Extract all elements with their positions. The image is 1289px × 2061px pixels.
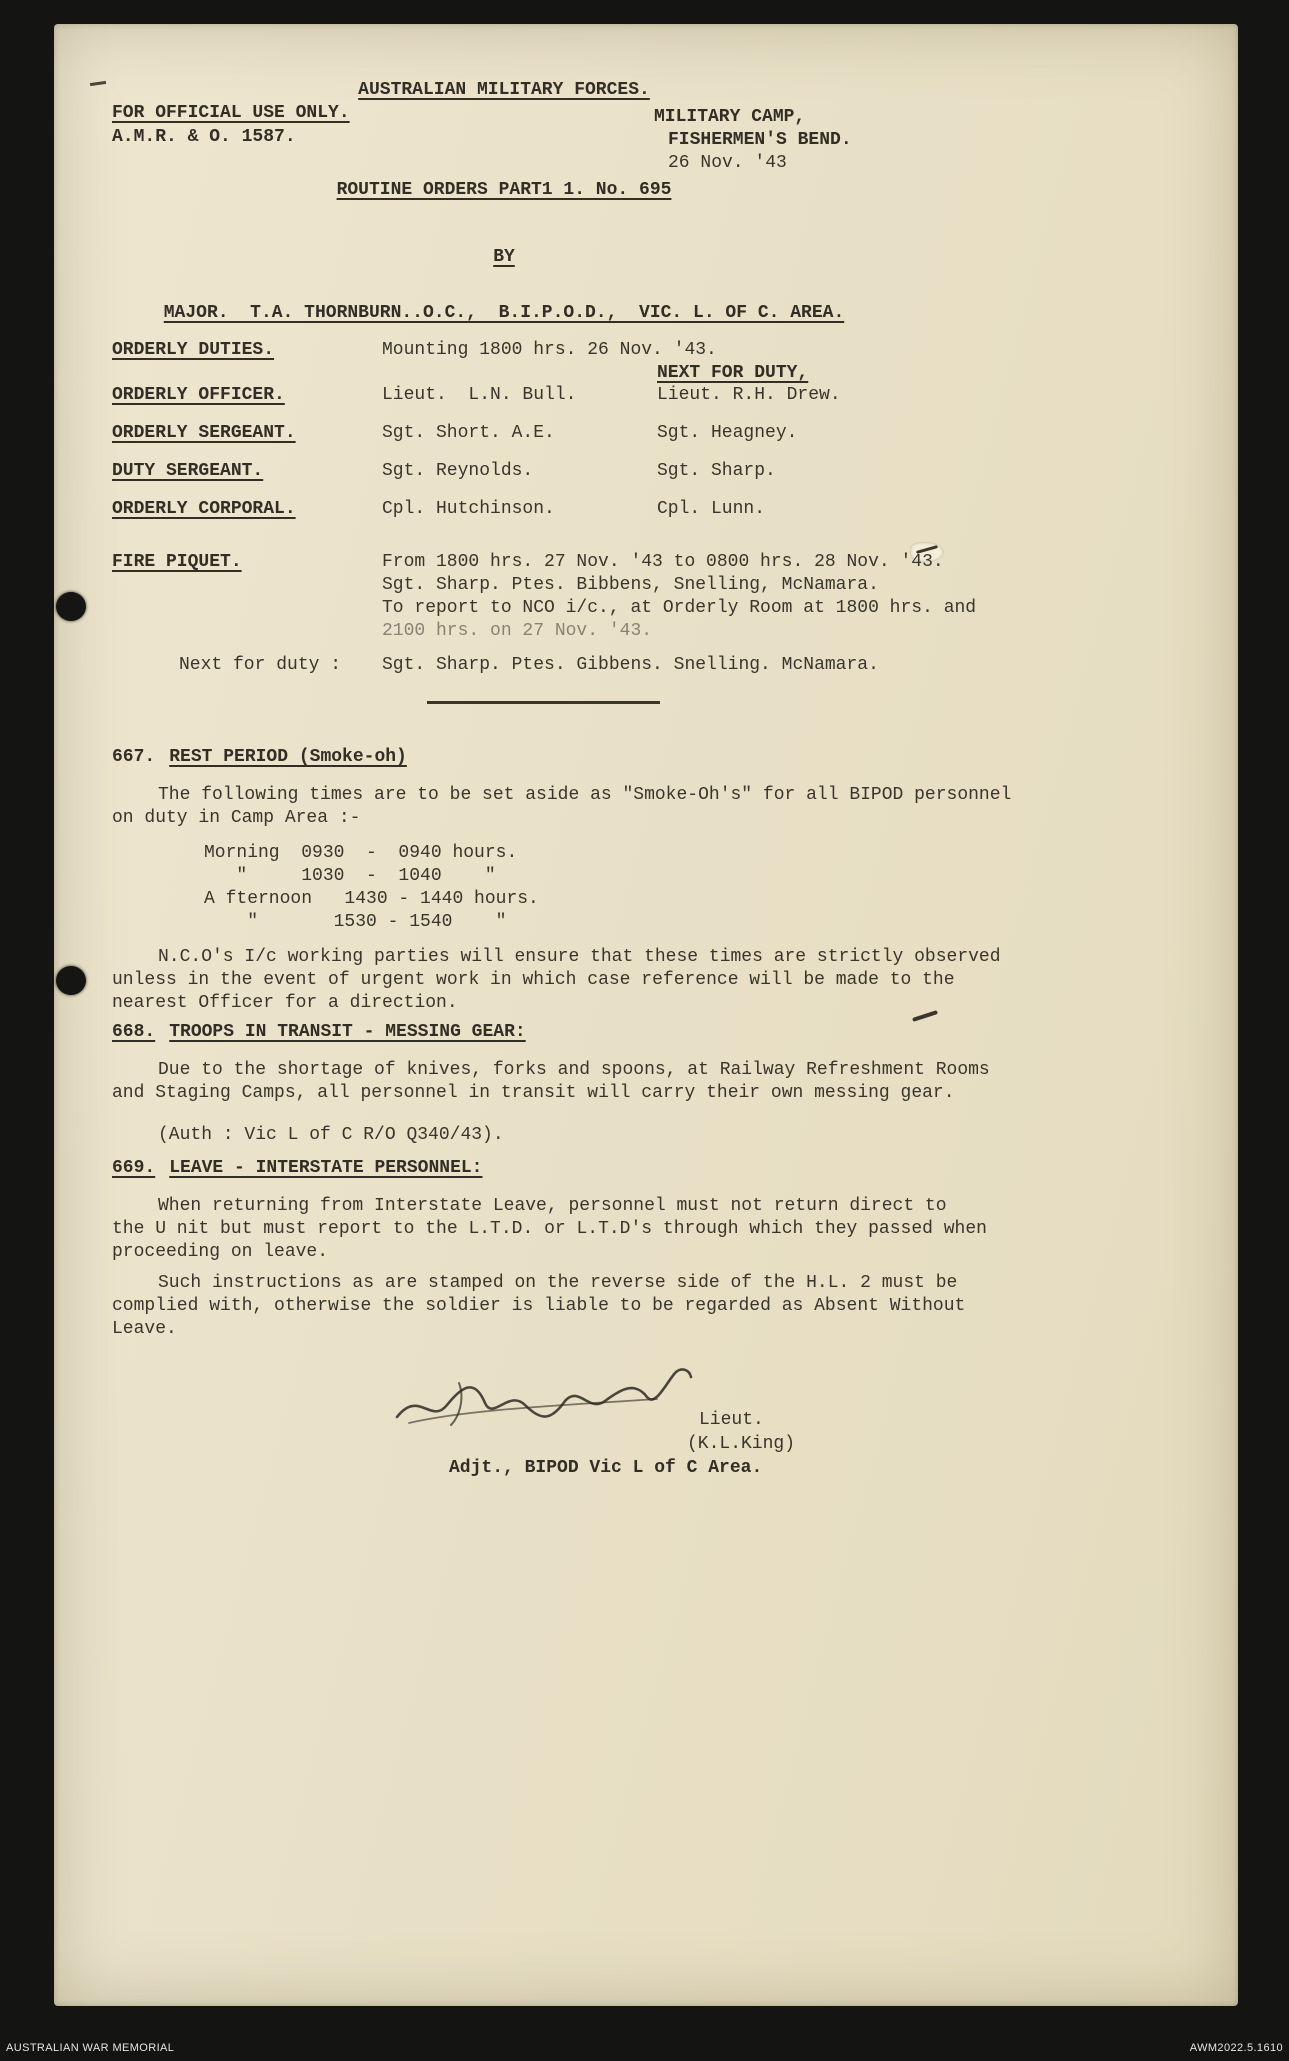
paragraph-line: complied with, otherwise the soldier is liable to be regarded as Absent Without: [112, 1296, 966, 1316]
paragraph-line: the U nit but must report to the L.T.D. or L.T.D's through which they passed when: [112, 1219, 987, 1239]
section-667-heading: [112, 746, 407, 769]
hole-punch-top: [56, 592, 86, 621]
archive-reference-label: AWM2022.5.1610: [1189, 2042, 1283, 2054]
fire-piquet-line: Sgt. Sharp. Ptes. Bibbens, Snelling, McNamara.: [382, 575, 879, 595]
duty-label: ORDERLY OFFICER.: [112, 385, 285, 405]
duty-label: DUTY SERGEANT.: [112, 461, 264, 481]
fire-piquet-line: 2100 hrs. on 27 Nov. '43.: [382, 621, 653, 641]
time-line: Morning 0930 - 0940 hours.: [204, 843, 518, 863]
paragraph-line: on duty in Camp Area :-: [112, 808, 361, 828]
camp-line: MILITARY CAMP,: [654, 107, 806, 127]
duty-next: Sgt. Heagney.: [657, 423, 798, 443]
duty-current: Lieut. L.N. Bull.: [382, 385, 577, 405]
issuing-officer-line: MAJOR. T.A. THORNBURN..O.C., B.I.P.O.D., VIC. L. OF C. AREA.: [163, 303, 845, 323]
org-title: AUSTRALIAN MILITARY FORCES.: [358, 80, 650, 100]
time-line: A fternoon 1430 - 1440 hours.: [204, 889, 539, 909]
camp-line: FISHERMEN'S BEND.: [668, 130, 852, 150]
fire-piquet-line: To report to NCO i/c., at Orderly Room at 1800 hrs. and: [382, 598, 977, 618]
next-for-duty-header: NEXT FOR DUTY,: [657, 363, 809, 383]
duty-next: Sgt. Sharp.: [657, 461, 776, 481]
paragraph-line: N.C.O's I/c working parties will ensure that these times are strictly observed: [158, 947, 1001, 967]
section-number: 668.: [112, 1022, 156, 1042]
duty-label: ORDERLY DUTIES.: [112, 340, 275, 360]
duty-next: Cpl. Lunn.: [657, 499, 766, 519]
section-title: REST PERIOD (Smoke-oh): [169, 747, 407, 767]
duty-current: Sgt. Short. A.E.: [382, 423, 555, 443]
paragraph-line: Leave.: [112, 1319, 177, 1339]
paragraph-line: The following times are to be set aside as "Smoke-Oh's" for all BIPOD personnel: [158, 785, 1012, 805]
section-669-paragraph-1: [112, 1195, 987, 1264]
document-paper: [54, 24, 1238, 2006]
paragraph-line: When returning from Interstate Leave, personnel must not return direct to: [158, 1196, 947, 1216]
signature-mark: [389, 1359, 719, 1439]
next-for-duty-label: Next for duty :: [179, 655, 342, 675]
section-number: 669.: [112, 1158, 156, 1178]
duty-current: Cpl. Hutchinson.: [382, 499, 555, 519]
section-667-paragraph-2: [112, 946, 1001, 1015]
next-for-duty-value: Sgt. Sharp. Ptes. Gibbens. Snelling. McNamara.: [382, 655, 879, 675]
time-line: " 1030 - 1040 ": [204, 866, 496, 886]
regulation-number: A.M.R. & O. 1587.: [112, 127, 296, 147]
duty-label: ORDERLY SERGEANT.: [112, 423, 296, 443]
signoff-name: (K.L.King): [687, 1434, 796, 1454]
separator-rule: [427, 701, 660, 704]
by-line: BY: [493, 247, 515, 267]
duty-label: ORDERLY CORPORAL.: [112, 499, 296, 519]
hole-punch-bottom: [56, 966, 86, 995]
duty-current: Mounting 1800 hrs. 26 Nov. '43.: [382, 340, 717, 360]
archive-source-label: AUSTRALIAN WAR MEMORIAL: [6, 2042, 175, 2054]
fire-piquet-line: From 1800 hrs. 27 Nov. '43 to 0800 hrs. 28 Nov. '43.: [382, 552, 944, 572]
paragraph-line: proceeding on leave.: [112, 1242, 329, 1262]
camp-address: [654, 106, 852, 175]
section-668-heading: [112, 1021, 526, 1044]
auth-reference: (Auth : Vic L of C R/O Q340/43).: [158, 1125, 504, 1145]
section-669-heading: [112, 1157, 482, 1180]
section-number: 667.: [112, 747, 156, 767]
signoff-role: Adjt., BIPOD Vic L of C Area.: [449, 1458, 763, 1478]
paragraph-line: Due to the shortage of knives, forks and spoons, at Railway Refreshment Rooms: [158, 1060, 990, 1080]
fire-piquet-details: [382, 551, 976, 643]
section-title: LEAVE - INTERSTATE PERSONNEL:: [169, 1158, 483, 1178]
order-title: ROUTINE ORDERS PART1 1. No. 695: [336, 180, 672, 200]
official-use-stamp: FOR OFFICIAL USE ONLY.: [112, 103, 350, 123]
duty-current: Sgt. Reynolds.: [382, 461, 534, 481]
section-title: TROOPS IN TRANSIT - MESSING GEAR:: [169, 1022, 526, 1042]
paragraph-line: and Staging Camps, all personnel in transit will carry their own messing gear.: [112, 1083, 955, 1103]
section-669-paragraph-2: [112, 1272, 965, 1341]
paragraph-line: nearest Officer for a direction.: [112, 993, 458, 1013]
paragraph-line: unless in the event of urgent work in which case reference will be made to the: [112, 970, 955, 990]
section-667-paragraph-1: [112, 784, 1011, 830]
order-date: 26 Nov. '43: [668, 153, 787, 173]
duty-next: Lieut. R.H. Drew.: [657, 385, 841, 405]
smoke-times: [204, 842, 539, 934]
time-line: " 1530 - 1540 ": [204, 912, 507, 932]
fire-piquet-label: FIRE PIQUET.: [112, 552, 242, 572]
signoff-rank: Lieut.: [699, 1410, 764, 1430]
section-668-paragraph-1: [112, 1059, 990, 1105]
paragraph-line: Such instructions as are stamped on the reverse side of the H.L. 2 must be: [158, 1273, 958, 1293]
